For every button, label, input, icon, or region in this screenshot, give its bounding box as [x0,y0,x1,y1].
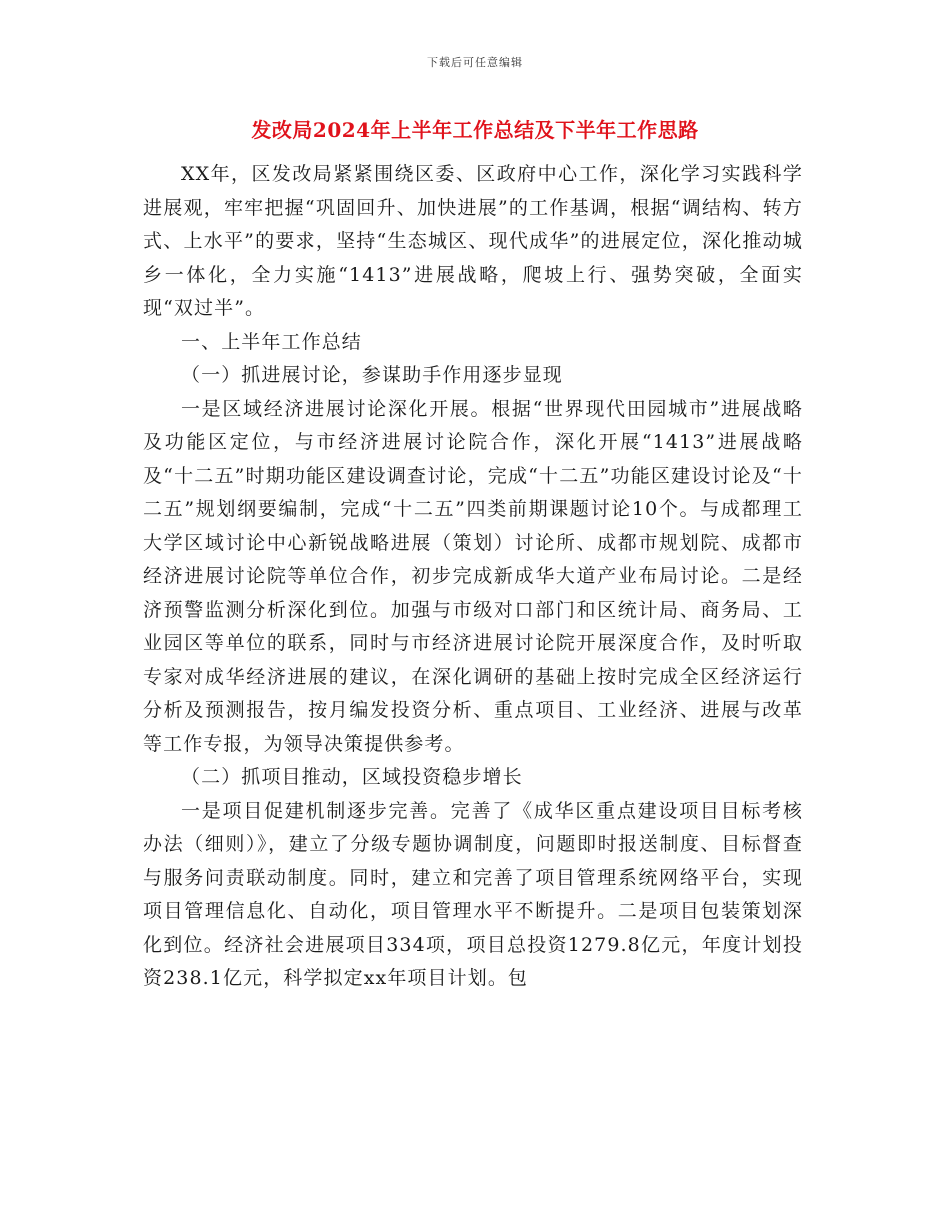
paragraph: 一是项目促建机制逐步完善。完善了《成华区重点建设项目目标考核办法（细则）》，建立了分级专题协调制度，问题即时报送制度、目标督查与服务问责联动制度。同时，建立和完善了项目管理系统网络平台，实现项目管理信息化、自动化，项目管理水平不断提升。二是项目包装策划深化到位。经济社会进展项目334项，项目总投资1279.8亿元，年度计划投资238.1亿元，科学拟定xx年项目计划。包 [143,799,803,989]
paragraph: 一是区域经济进展讨论深化开展。根据“世界现代田园城市”进展战略及功能区定位，与市经济进展讨论院合作，深化开展“1413”进展战略及“十二五”时期功能区建设调查讨论，完成“十二五”功能区建设讨论及“十二五”规划纲要编制，完成“十二五”四类前期课题讨论10个。与成都理工大学区域讨论中心新锐战略进展（策划）讨论所、成都市规划院、成都市经济进展讨论院等单位合作，初步完成新成华大道产业布局讨论。二是经济预警监测分析深化到位。加强与市级对口部门和区统计局、商务局、工业园区等单位的联系，同时与市经济进展讨论院开展深度合作，及时听取专家对成华经济进展的建议，在深化调研的基础上按时完成全区经济运行分析及预测报告，按月编发投资分析、重点项目、工业经济、进展与改革等工作专报，为领导决策提供参考。 [143,397,803,755]
section-heading: 一、上半年工作总结 [181,330,362,353]
document-body [143,158,803,996]
header-note: 下载后可任意编辑 [427,56,523,69]
subsection-heading: （二）抓项目推动，区域投资稳步增长 [181,766,523,788]
subsection-heading: （一）抓进展讨论，参谋助手作用逐步显现 [181,364,563,386]
paragraph-intro: XX年，区发改局紧紧围绕区委、区政府中心工作，深化学习实践科学进展观，牢牢把握“巩固回升、加快进展”的工作基调，根据“调结构、转方式、上水平”的要求，坚持“生态城区、现代成华”的进展定位，深化推动城乡一体化，全力实施“1413”进展战略，爬坡上行、强势突破，全面实现“双过半”。 [143,163,803,319]
document-title: 发改局2024年上半年工作总结及下半年工作思路 [251,118,699,142]
